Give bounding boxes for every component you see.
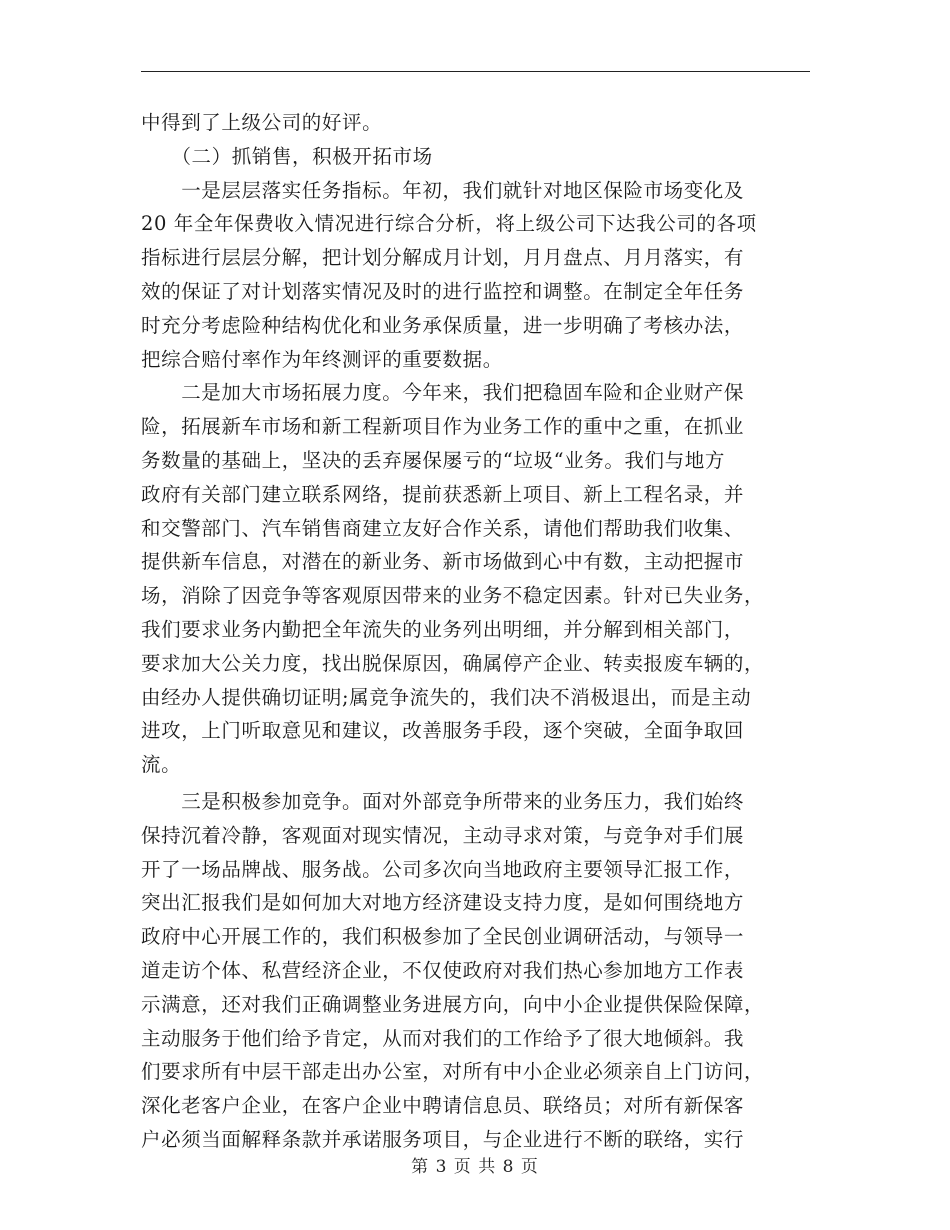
text-line: 由经办人提供确切证明;属竞争流失的，我们决不消极退出，而是主动 <box>141 685 752 709</box>
text-line: 突出汇报我们是如何加大对地方经济建设支持力度，是如何围绕地方 <box>141 891 745 915</box>
text-line: 开了一场品牌战、服务战。公司多次向当地政府主要领导汇报工作， <box>141 857 745 881</box>
text-line: 时充分考虑险种结构优化和业务承保质量，进一步明确了考核办法， <box>141 313 745 337</box>
text-line: 道走访个体、私营经济企业，不仅使政府对我们热心参加地方工作表 <box>141 958 745 982</box>
text-line: 险，拓展新车市场和新工程新项目作为业务工作的重中之重，在抓业 <box>141 415 745 439</box>
text-line: 中得到了上级公司的好评。 <box>141 111 383 134</box>
text-line: 深化老客户企业，在客户企业中聘请信息员、联络员；对所有新保客 <box>141 1094 745 1118</box>
text-line: 政府有关部门建立联系网络，提前获悉新上项目、新上工程名录，并 <box>141 482 745 506</box>
text-line: 政府中心开展工作的，我们积极参加了全民创业调研活动，与领导一 <box>141 925 745 949</box>
document-body <box>141 106 821 1157</box>
text-line: 提供新车信息，对潜在的新业务、新市场做到心中有数，主动把握市 <box>141 550 745 574</box>
text-line: 务数量的基础上，坚决的丢弃屡保屡亏的“垃圾“业务。我们与地方 <box>141 448 725 472</box>
text-line: 二是加大市场拓展力度。今年来，我们把稳固车险和企业财产保 <box>141 381 745 405</box>
text-line: 进攻，上门听取意见和建议，改善服务手段，逐个突破，全面争取回 <box>141 719 745 743</box>
text-line: 我们要求业务内勤把全年流失的业务列出明细，并分解到相关部门， <box>141 617 745 641</box>
text-line: 主动服务于他们给予肯定，从而对我们的工作给予了很大地倾斜。我 <box>141 1026 745 1050</box>
text-line: 要求加大公关力度，找出脱保原因，确属停产企业、转卖报废车辆的， <box>141 651 765 675</box>
header-rule <box>141 71 810 72</box>
text-line: 场，消除了因竞争等客观原因带来的业务不稳定因素。针对已失业务， <box>141 584 765 608</box>
text-line: 示满意，还对我们正确调整业务进展方向，向中小企业提供保险保障， <box>141 992 765 1016</box>
text-line: 流。 <box>141 753 182 777</box>
section-heading: （二）抓销售，积极开拓市场 <box>141 144 433 168</box>
text-line: 把综合赔付率作为年终测评的重要数据。 <box>141 347 503 371</box>
text-line: 保持沉着冷静，客观面对现实情况，主动寻求对策，与竞争对手们展 <box>141 823 745 847</box>
text-line: 效的保证了对计划落实情况及时的进行监控和调整。在制定全年任务 <box>141 279 745 303</box>
text-line: 三是积极参加竞争。面对外部竞争所带来的业务压力，我们始终 <box>141 789 745 813</box>
text-line: 指标进行层层分解，把计划分解成月计划，月月盘点、月月落实，有 <box>141 246 745 270</box>
text-line: 户必须当面解释条款并承诺服务项目，与企业进行不断的联络，实行 <box>141 1127 745 1151</box>
text-line: 一是层层落实任务指标。年初，我们就针对地区保险市场变化及 <box>141 178 745 202</box>
page-number: 第 3 页 共 8 页 <box>411 1157 539 1177</box>
text-line: 20 年全年保费收入情况进行综合分析，将上级公司下达我公司的各项 <box>141 212 757 236</box>
text-line: 和交警部门、汽车销售商建立友好合作关系，请他们帮助我们收集、 <box>141 516 745 540</box>
text-line: 们要求所有中层干部走出办公室，对所有中小企业必须亲自上门访问， <box>141 1060 765 1084</box>
